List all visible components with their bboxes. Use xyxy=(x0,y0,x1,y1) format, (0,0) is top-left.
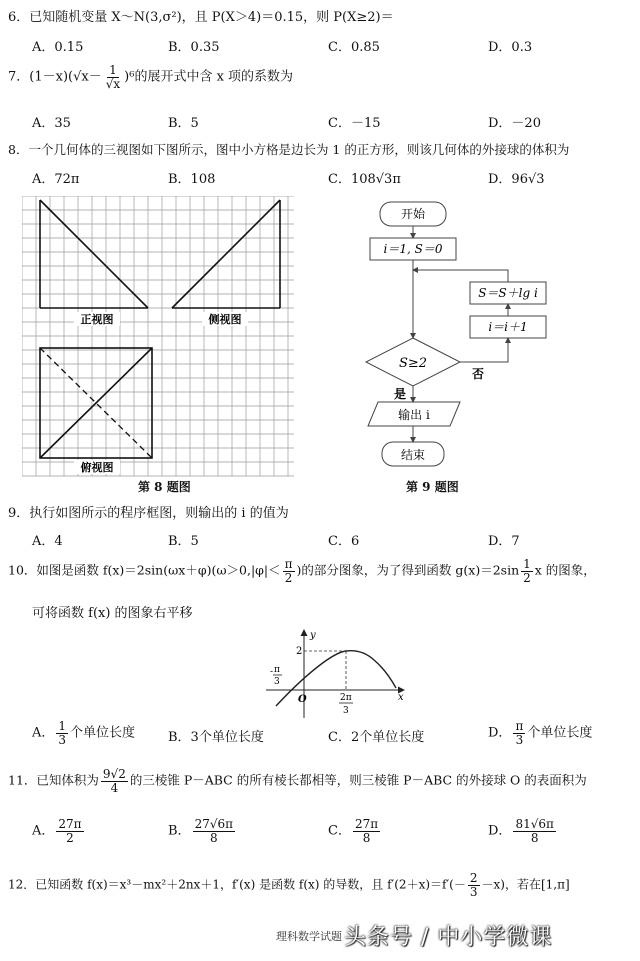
q11-text2: 的三棱锥 P－ABC 的所有棱长都相等，则三棱锥 P－ABC 的外接球 O 的表面积为 xyxy=(129,772,587,788)
q10-sine-graph xyxy=(262,626,412,720)
q10-option-a-tail: 个单位长度 xyxy=(70,725,136,741)
q10-text3: x 的图象， xyxy=(534,562,596,578)
q10-line2: 可将函数 f(x) 的图象右平移 xyxy=(32,606,193,621)
x-right-den: 3 xyxy=(343,706,349,716)
q11-option-b xyxy=(168,818,237,844)
x-axis-label: x xyxy=(398,692,404,703)
q7-expr-prefix: (1－x)(√x－ xyxy=(29,69,102,85)
q10-fraction-2 xyxy=(521,558,533,584)
q10-text1: 如图是函数 f(x)＝2sin(ωx＋φ)(ω＞0,|φ|＜ xyxy=(36,562,281,578)
q10-option-a-label: A． xyxy=(32,725,55,741)
q11-option-c-num: 27π xyxy=(354,817,379,831)
sine-curve xyxy=(276,651,396,706)
flow-no-label: 否 xyxy=(472,367,485,381)
q11-option-b-label: B． xyxy=(168,823,191,839)
q12-fraction xyxy=(468,872,480,898)
q9-option-c: C．6 xyxy=(328,534,360,549)
q10-frac2-den: 2 xyxy=(523,570,531,585)
q8-option-c: C．108√3π xyxy=(328,172,401,187)
q7-fraction xyxy=(104,64,122,90)
top-view-label: 俯视图 xyxy=(80,461,114,474)
q8-option-b: B．108 xyxy=(168,172,216,187)
q7-option-b: B．5 xyxy=(168,116,199,131)
q10-option-d-label: D． xyxy=(488,725,512,741)
q7-stem xyxy=(8,64,293,90)
origin-label: O xyxy=(298,694,307,705)
q7-option-c: C．－15 xyxy=(328,116,381,131)
flow-yes-label: 是 xyxy=(394,387,407,401)
q11-option-a-fraction xyxy=(56,818,83,844)
front-view-label: 正视图 xyxy=(80,313,114,326)
flow-output-label: 输出 i xyxy=(398,408,430,422)
flowchart-figure xyxy=(360,198,560,470)
y-tick-2: 2 xyxy=(296,646,303,657)
q10-option-d-num: π xyxy=(515,719,524,733)
q6-option-d: D．0.3 xyxy=(488,40,533,55)
q8-option-d: D．96√3 xyxy=(488,172,545,187)
q11-volume-fraction xyxy=(101,768,128,794)
q11-option-b-num: 27√6π xyxy=(194,817,233,831)
q11-option-c-fraction xyxy=(353,818,380,844)
q10-option-c: C．2个单位长度 xyxy=(328,730,425,745)
q10-frac2-num: 1 xyxy=(523,557,531,571)
q12-frac-num: 2 xyxy=(469,871,478,885)
q11-option-a-num: 27π xyxy=(58,817,82,831)
q6-option-b: B．0.35 xyxy=(168,40,220,55)
q10-option-d-tail: 个单位长度 xyxy=(527,725,593,741)
q7-expr-suffix: )⁶ xyxy=(124,69,135,85)
side-view-label: 侧视图 xyxy=(208,313,242,326)
q11-option-d-label: D． xyxy=(488,823,512,839)
q11-vol-num: 9√2 xyxy=(102,767,126,781)
q11-option-d-num: 81√6π xyxy=(515,817,554,831)
y-axis-label: y xyxy=(310,630,316,641)
q11-option-d xyxy=(488,818,558,844)
q10-number: 10． xyxy=(8,562,37,578)
q12-frac-den: 3 xyxy=(469,884,478,899)
q10-frac1-den: 2 xyxy=(284,570,293,585)
figure-8-caption: 第 8 题图 xyxy=(138,480,191,494)
q11-option-c xyxy=(328,818,382,844)
q12-text1: 12．已知函数 f(x)＝x³－mx²＋2nx＋1，f′(x) 是函数 f(x) 的导数，且 f′(2＋x)＝f′(－ xyxy=(8,877,466,892)
q6-stem: 6．已知随机变量 X～N(3,σ²)，且 P(X＞4)＝0.15，则 P(X≥2)＝ xyxy=(8,10,394,25)
q6-option-a: A．0.15 xyxy=(32,40,84,55)
q11-option-d-den: 8 xyxy=(530,830,539,845)
q11-option-a xyxy=(32,818,86,844)
three-view-figure xyxy=(22,196,294,482)
q10-option-a-den: 3 xyxy=(58,732,67,747)
flow-update-i-label: i＝i＋1 xyxy=(488,320,528,334)
q10-option-a-num: 1 xyxy=(58,719,67,733)
flow-decision-label: S≥2 xyxy=(398,356,428,371)
q10-fraction-1 xyxy=(283,558,295,584)
q10-option-d-fraction xyxy=(513,720,525,746)
q9-option-a: A．4 xyxy=(32,534,63,549)
q11-option-c-den: 8 xyxy=(362,830,371,845)
q11-number: 11． xyxy=(8,772,37,788)
q11-option-b-den: 8 xyxy=(209,830,218,845)
footer-page-label: 理科数学试题 xyxy=(276,930,342,943)
q8-stem: 8．一个几何体的三视图如下图所示，图中小方格是边长为 1 的正方形，则该几何体的外接球的体积为 xyxy=(8,142,570,157)
figure-9-caption: 第 9 题图 xyxy=(406,480,459,494)
q11-option-b-fraction xyxy=(193,818,235,844)
q11-vol-den: 4 xyxy=(110,780,119,795)
q12-stem xyxy=(8,872,570,898)
q11-option-a-label: A． xyxy=(32,823,55,839)
q11-option-c-label: C． xyxy=(328,823,351,839)
q9-stem: 9．执行如图所示的程序框图，则输出的 i 的值为 xyxy=(8,506,289,521)
q10-option-a xyxy=(32,720,135,746)
q10-option-d-den: 3 xyxy=(515,732,524,747)
watermark: 头条号 / 中小学微课 xyxy=(344,925,553,950)
x-left-den: 3 xyxy=(274,677,280,687)
q11-text1: 已知体积为 xyxy=(36,772,99,788)
front-view xyxy=(40,200,148,308)
q8-option-a: A．72π xyxy=(32,172,80,187)
q7-option-d: D．－20 xyxy=(488,116,541,131)
q10-option-d xyxy=(488,720,592,746)
flow-update-s-label: S＝S＋lg i xyxy=(478,286,538,300)
q7-tail: 的展开式中含 x 项的系数为 xyxy=(134,69,294,85)
q7-frac-num: 1 xyxy=(109,63,117,77)
q7-option-a: A．35 xyxy=(32,116,71,131)
q9-option-b: B．5 xyxy=(168,534,199,549)
x-right-num: 2π xyxy=(340,693,352,703)
q7-number: 7． xyxy=(8,69,30,85)
q10-frac1-num: π xyxy=(284,557,293,571)
q10-option-b: B．3个单位长度 xyxy=(168,730,264,745)
side-view xyxy=(172,200,280,308)
q11-option-a-den: 2 xyxy=(66,830,74,845)
flow-init-label: i＝1, S＝0 xyxy=(383,242,443,256)
q10-text2: )的部分图象，为了得到函数 g(x)＝2sin xyxy=(296,562,520,578)
flow-end-label: 结束 xyxy=(400,448,426,462)
x-left-num: π xyxy=(274,665,280,675)
flow-start-label: 开始 xyxy=(400,207,426,221)
q10-stem xyxy=(8,558,596,584)
q11-stem xyxy=(8,768,587,794)
q11-option-d-fraction xyxy=(513,818,555,844)
q7-frac-den: √x xyxy=(105,76,121,91)
x-left-sign: - xyxy=(270,667,274,677)
q10-option-a-fraction xyxy=(56,720,68,746)
q6-option-c: C．0.85 xyxy=(328,40,380,55)
grid-lines xyxy=(22,196,294,476)
q12-text2: －x)，若在[1,π] xyxy=(481,877,570,892)
q9-option-d: D．7 xyxy=(488,534,520,549)
